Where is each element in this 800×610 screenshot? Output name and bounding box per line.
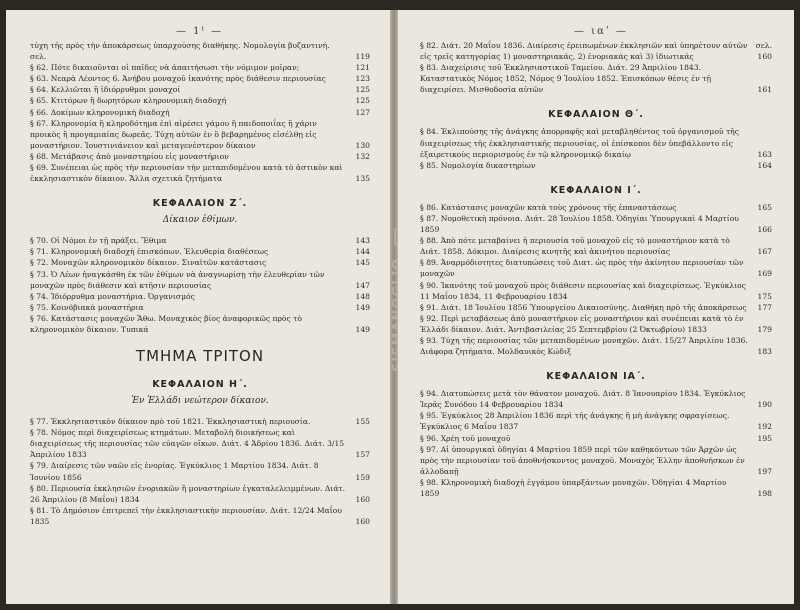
toc-entry [30,40,370,62]
toc-entry-text: § 75. Κοινόβιακὰ μοναστήρια [30,302,144,312]
toc-entry-page: 127 [355,107,370,117]
toc-section-right-ia [420,388,772,499]
toc-entry-text: § 69. Συνέπειαι ὡς πρὸς τὴν περιουσίαν τὴν μεταπιδομένου κατὰ τὸ ἀστικὸν καὶ ἐκκλησιαστικὸν δίκαιον. Ἄλλα σχετικὰ ζητήματα [30,163,343,184]
chapter-subtitle-z: Δίκαιον ἐθίμων. [162,215,238,226]
toc-entry-page: 123 [355,74,370,84]
toc-entry [30,505,370,527]
toc-entry-text: § 97. Αἱ ὑπουργικαὶ ὁδηγίαι 4 Μαρτίου 1859 περὶ τῶν καθηκόντων τῶν Ἀρχῶν ὡς πρὸς τὴν περιουσίαν τοῦ ἀποθνήσκοντος μοναχοῦ. Μοναχὸς Ἑλλην ἀποθνήσκων ἐν ἀλλοδαπῇ [420,444,745,476]
toc-entry-text: τύχη τῆς πρὸς τὴν ἀποκάρσεως ὑπαρχούσης διαθήκης. Νομολογία βυζαντινή. σελ. [30,41,330,62]
toc-entry [420,257,772,279]
toc-entry [30,118,370,151]
chapter-heading-i: ΚΕΦΑΛΑΙΟΝ Ι΄. [550,184,642,196]
toc-entry-page: 149 [355,302,370,312]
toc-entry [420,388,772,410]
toc-entry-text: § 77. Ἐκκλησιαστικὸν δίκαιον πρὸ τοῦ 1821. Ἐκκλησιαστικὴ περιουσία. [30,417,311,427]
toc-entry-text: § 67. Κληρονομία ἢ κληροδότημα ἐπὶ αἱρέσει γάμου ἢ παιδοποιΐας ἢ χάριν προικὸς ἢ προγαμιαίας δωρεᾶς. Τύχη αὐτῶν ἐν ὃ βεβαρημένος εἰσέλθῃ εἰς μοναστήριον. Ἰουστινιάνειον καὶ μεταγενέστερον δίκαιον [30,118,317,150]
toc-entry-page: 179 [757,324,772,334]
toc-entry-text: § 89. Ἀναρμόδιοτητες διατυπώσεις τοῦ Διατ. ὡς πρὸς τὴν ἀκίνητον περιουσίαν τῶν μοναχῶν [420,258,744,279]
toc-entry-text: § 98. Κληρονομικὴ διαδοχὴ ἐγγάμου ὑπαρξάντων μοναχῶν. Ὁδηγίαι 4 Μαρτίου 1859 [420,477,727,498]
toc-entry-text: § 62. Πότε δικαιοῦνται οἱ παῖδες νὰ ἀπαιτήσωσι τὴν νόμιμον μοῖραν; [30,63,300,73]
toc-section-right-top [420,40,772,95]
toc-entry-text: § 80. Περιουσία ἐκκλησιῶν ἐνοριακῶν ἢ μοναστηρίων ἐγκαταλελειμμένων. Διάτ. 26 Ἀπριλίου (8 Μαΐου) 1834 [30,483,346,504]
toc-entry-page: 195 [757,433,772,443]
toc-entry-page: 167 [757,247,772,257]
toc-entry-page: 161 [757,85,772,95]
chapter-heading-ia: ΚΕΦΑΛΑΙΟΝ ΙΑ΄. [546,371,646,383]
toc-entry [420,313,772,335]
toc-entry [420,202,772,213]
toc-entry [420,280,772,302]
toc-entry-page: 165 [757,202,772,212]
toc-entry-text: § 71. Κληρονομικὴ διαδοχὴ ἐπισκόπων. Ἐλευθερία διαθέσεως [30,247,269,257]
toc-section-left-top [30,40,370,184]
toc-entry-page: 164 [757,160,772,170]
toc-entry-page: 125 [355,85,370,95]
toc-entry [30,62,370,73]
toc-section-right-i [420,202,772,357]
page-number-right: — ιαʹ — [574,26,628,37]
toc-entry-text: § 66. Δοκίμων κληρονομικὴ διαδοχή [30,107,170,117]
toc-entry-text: § 81. Τὸ Δημόσιον ἐπιτρεπεῖ τὴν ἐκκλησιαστικὴν περιουσίαν. Διάτ. 12/24 Μαΐου 1835 [30,505,342,526]
toc-entry-page: 148 [355,291,370,301]
toc-entry-page: 159 [355,472,370,482]
toc-entry-page: 166 [757,225,772,235]
chapter-heading-z: ΚΕΦΑΛΑΙΟΝ Ζ΄. [152,198,248,210]
toc-entry-page: 121 [355,63,370,73]
toc-entry-page: 169 [757,269,772,279]
toc-entry [30,235,370,246]
toc-entry-text: § 84. Ἐκλιπούσης τῆς ἀνάγκης ἀπορραφῆς καὶ μεταβληθέντος τοῦ ὀργανισμοῦ τῆς διαχειρίσεως τῆς ἐκκλησιαστικῆς περιουσίας, οἱ ἐπίσκοποι δὲν ὑπεβάλλοντο εἰς ἐξαιρετικοὺς περιορισμοὺς ἐν τῷ κληρονομικῷ δικαίῳ [420,127,739,159]
toc-entry-text: § 82. Διάτ. 20 Μαΐου 1836. Διαίρεσις ἐρειπωμένων ἐκκλησιῶν καὶ ὑπηρέτουν αὐτῶν εἰς τρεῖς κατηγορίας 1) μοναστηριακάς, 2) ἐνοριακὰς καὶ 3) ἰδιωτικάς [420,41,748,62]
toc-entry-page: 155 [355,417,370,427]
toc-entry [420,410,772,432]
toc-entry-text: § 65. Κτιτόρων ἢ δωρητόρων κληρονομικὴ διαδοχή [30,96,227,106]
toc-entry-text: § 78. Νόμος περὶ διαχειρίσεως κτημάτων. Μεταβολὴ διοικήσεως καὶ διαχειρίσεως τῆς περιουσίας τῶν εὐαγῶν οἴκων. Διάτ. 4 Ἀδρίου 1836. Διάτ. 3/15 Ἀπριλίου 1833 [30,428,345,460]
toc-entry [420,62,772,95]
toc-section-right-theta [420,126,772,170]
toc-entry [30,302,370,313]
chapter-heading-theta: ΚΕΦΑΛΑΙΟΝ Θ΄. [548,109,644,121]
toc-entry-text: § 68. Μετάβασις ἀπὸ μοναστηρίου εἰς μοναστήριον [30,151,229,161]
toc-entry [420,213,772,235]
toc-entry-text: § 83. Διαχείρισις τοῦ Ἐκκλησιαστικοῦ Ταμείου. Διάτ. 29 Ἀπριλίου 1843. Καταστατικὸς Νόμος 1852, Νόμος 9 Ἰουλίου 1852. Ἐπισκόπων θέσις ἐν τῇ διαχειρίσει. Μισθοδοσία αὐτῶν [420,63,712,95]
toc-entry-text: § 74. Ἰδιόρρυθμα μοναστήρια. Ὀργανισμός [30,291,195,301]
right-page [398,10,794,604]
toc-entry [30,95,370,106]
toc-entry [30,257,370,268]
toc-entry [30,427,370,460]
toc-entry-text: § 88. Ἀπὸ πότε μεταβαίνει ἡ περιουσία τοῦ μοναχοῦ εἰς τὸ μοναστήριον κατὰ τὸ Διάτ. 1858. Δόκιμοι. Διαίρεσις κινητῆς καὶ ἀκινήτου περιουσίας [420,236,730,257]
toc-entry [420,302,772,313]
toc-entry [30,269,370,291]
toc-entry [420,433,772,444]
toc-entry [420,477,772,499]
toc-entry-page: 198 [757,489,772,498]
toc-entry [30,460,370,482]
toc-entry [30,291,370,302]
toc-entry-text: § 73. Ὁ Λέων ἠναγκάσθη ἐκ τῶν ἐθίμων νὰ ἀναγνωρίσῃ τὴν ἐλευθερίαν τῶν μοναχῶν πρὸς διάθεσιν καὶ κτῆσιν περιουσίας [30,269,325,290]
toc-entry-page: 157 [355,450,370,460]
toc-entry-page: 160 [355,516,370,526]
page-number-left: — 1ᵗ — [176,26,224,37]
toc-section-left-mid [30,235,370,335]
toc-entry [420,335,772,357]
toc-entry-page: 183 [757,347,772,357]
toc-entry-page: 149 [355,324,370,334]
toc-entry-page: 147 [355,280,370,290]
toc-entry-page: 175 [757,291,772,301]
toc-entry-page: 119 [355,52,370,62]
toc-entry-text: § 87. Νομοθετικὴ πρόνοια. Διάτ. 28 Ἰουλίου 1858. Ὁδηγίαι Ὑπουργικαὶ 4 Μαρτίου 1859 [420,213,739,235]
toc-entry [30,162,370,184]
toc-entry-page: σελ. 160 [755,41,772,62]
toc-entry [30,416,370,427]
part-title: ΤΜΗΜΑ ΤΡΙΤΟΝ [135,347,265,366]
toc-entry-text: § 95. Ἐγκύκλιος 28 Ἀπριλίου 1836 περὶ τῆς ἀνάγκης ἢ μὴ ἀνάγκης σφραγίσεως. Ἐγκύκλιος 6 Μαΐου 1837 [420,411,730,432]
toc-section-left-bottom [30,416,370,527]
toc-entry-page: 160 [355,494,370,504]
toc-entry [420,444,772,477]
toc-entry-page: 145 [355,258,370,268]
toc-entry-text: § 91. Διάτ. 18 Ἰουλίου 1856 Ὑπουργείου Δικαιοσύνης. Διαθήκη πρὸ τῆς ἀποκάρσεως [420,302,747,312]
toc-entry-text: § 96. Χρέη τοῦ μοναχοῦ [420,433,511,443]
toc-entry-text: § 70. Οἱ Νόμοι ἐν τῇ πράξει. Ἔθιμα [30,236,167,246]
toc-entry-page: 125 [355,96,370,106]
toc-entry [420,40,772,62]
toc-entry-text: § 92. Περὶ μεταβάσεως ἀπὸ μοναστήριον εἰς μοναστήριον καὶ συνέπειαι κατὰ τὸ ἐν Ἑλλάδι δίκαιον. Διάτ. Ἀντιβασιλείας 25 Σεπτεμβρίου (2 Ὀκτωβρίου) 1833 [420,313,744,334]
toc-entry-page: 163 [757,149,772,159]
toc-entry [30,84,370,95]
toc-entry [420,235,772,257]
toc-entry-text: § 64. Κελλιῶται ἢ ἰδιόρρυθμοι μοναχοί [30,85,181,95]
toc-entry [30,483,370,505]
chapter-heading-h: ΚΕΦΑΛΑΙΟΝ Η΄. [152,379,248,391]
chapter-subtitle-h: Ἐν Ἑλλάδι νεώτερον δίκαιον. [131,396,269,407]
toc-entry [30,107,370,118]
toc-entry-text: § 85. Νομολογία δικαστηρίων [420,160,536,170]
toc-entry-text: § 72. Μοναχῶν κληρονομικὸν δίκαιον. Σιναϊτῶν κατάστασις [30,258,267,268]
toc-entry-page: 143 [355,236,370,246]
toc-entry-text: § 90. Ἱκανότης τοῦ μοναχοῦ πρὸς διάθεσιν περιουσίας καὶ διαχειρίσεως. Ἐγκύκλιος 11 Μαΐου 1834, 11 Φεβρουαρίου 1834 [420,280,746,301]
toc-entry-text: § 93. Τύχη τῆς περιουσίας τῶν μεταπιδομένων μοναχῶν. Διάτ. 15/27 Ἀπριλίου 1836. Διάφορα ζητήματα. Μολδαυικὸς Κώδιξ [420,335,748,357]
toc-entry-page: 130 [355,140,370,150]
toc-entry-page: 132 [355,151,370,161]
toc-entry-page: 192 [757,422,772,432]
toc-entry-page: 135 [355,174,370,184]
toc-entry [30,313,370,335]
toc-entry [30,246,370,257]
toc-entry [420,126,772,159]
toc-entry [30,73,370,84]
toc-entry-text: § 94. Διατυπώσεις μετὰ τὸν θάνατον μοναχοῦ. Διάτ. 8 Ἰανουαρίου 1834. Ἐγκύκλιος Ἱερᾶς Συνόδου 14 Φεβρουαρίου 1834 [420,389,746,410]
toc-entry-text: § 63. Νεαρὰ Λέοντος 6. Ἀνήβου μοναχοῦ ἱκανότης πρὸς διάθεσιν περιουσίας [30,74,326,84]
left-page [6,10,390,604]
toc-entry [30,151,370,162]
toc-entry-text: § 76. Κατάστασις μοναχῶν Ἄθω. Μοναχικὸς βίος ἀναφορικῶς πρὸς τὸ κληρονομικὸν δίκαιον. Τυπικά [30,313,302,334]
toc-entry-page: 177 [757,302,772,312]
toc-entry [420,160,772,171]
toc-entry-page: 190 [757,400,772,410]
toc-entry-page: 197 [757,466,772,476]
toc-entry-text: § 86. Κατάστασις μοναχῶν κατὰ τοὺς χρόνους τῆς ἐπαναστάσεως [420,202,677,212]
toc-entry-text: § 79. Διαίρεσις τῶν ναῶν εἰς ἐνορίας. Ἐγκύκλιος 1 Μαρτίου 1834. Διάτ. 8 Ἰουνίου 1856 [30,461,319,482]
toc-entry-page: 144 [355,247,370,257]
